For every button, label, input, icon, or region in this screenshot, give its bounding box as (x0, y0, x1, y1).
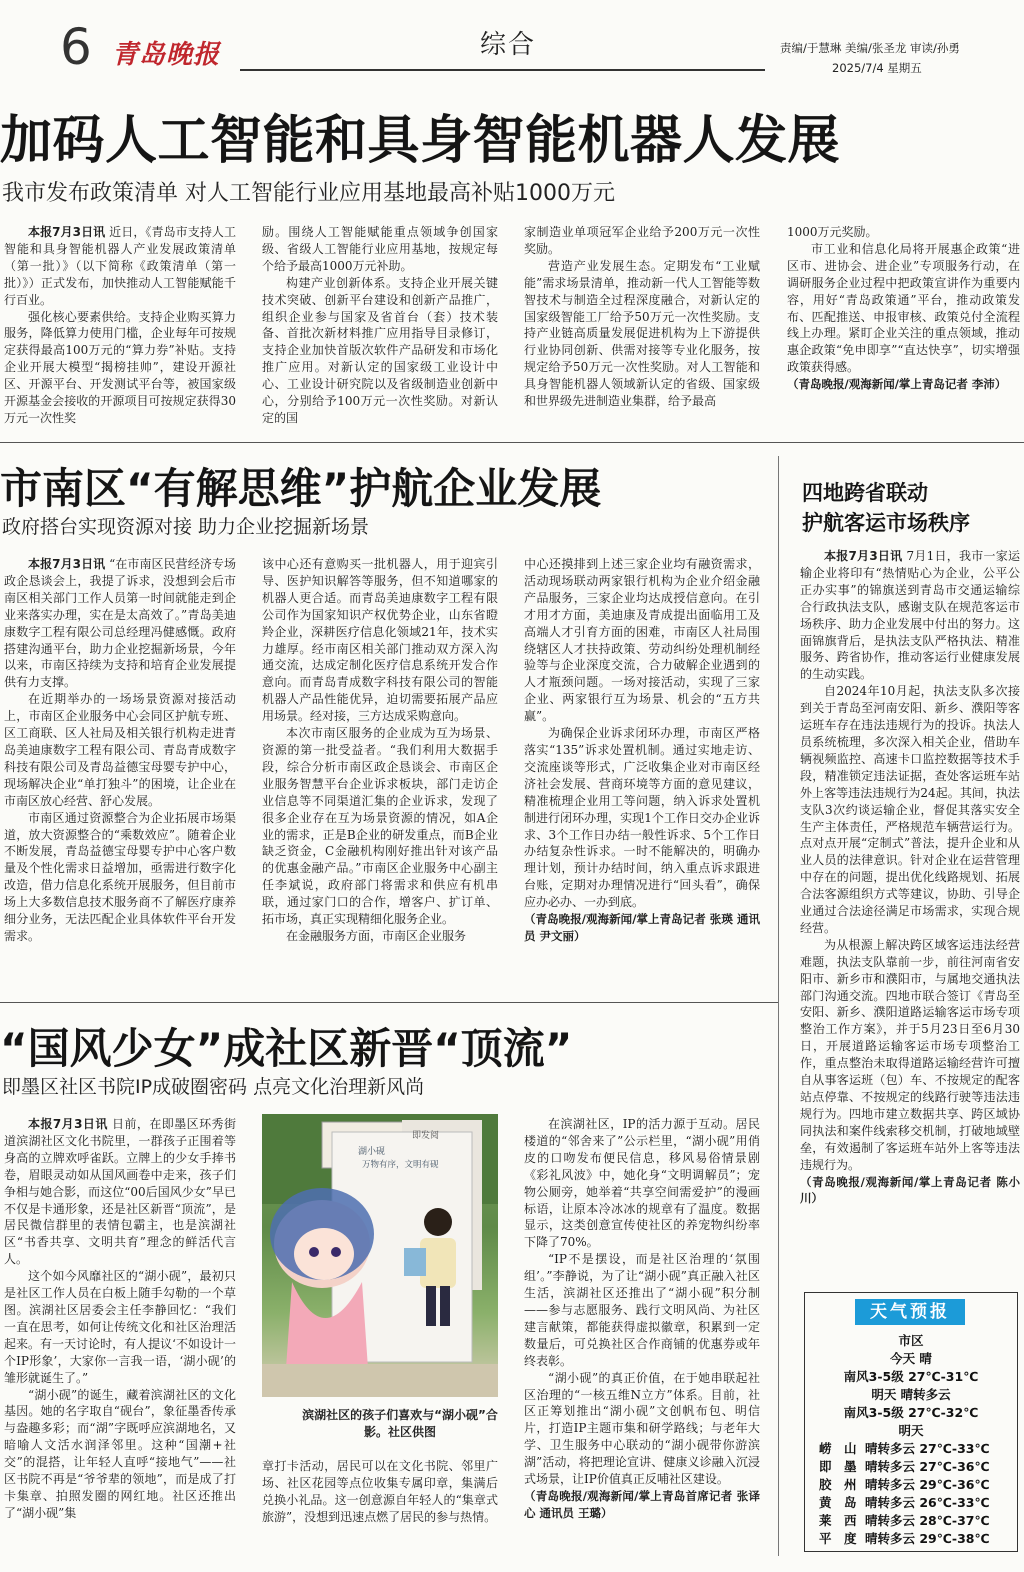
sidebar-headline (802, 478, 970, 538)
sidebar-headline-line: 护航客运市场秩序 (802, 511, 970, 535)
paragraph: 为从根源上解决跨区域客运违法经营难题，执法支队靠前一步，前往河南省安阳市、新乡市和濮阳市，与属地交通执法部门沟通交流。四地市联合签订《青岛至安阳、新乡、濮阳道路运输客运市场专项整治工作方案》，并于5月23日至6月30日，开展道路运输客运市场专项整治工作，重点整治未取得道路运输经营许可擅自从事客运班（包）车、不按规定的配客站点停靠、不按规定的线路行驶等违法违规行为。四地市建立数据共享、跨区域协同执法和案件线索移交机制，打破地域壁垒，有效遏制了客运班车站外上客等违法违规行为。 (800, 937, 1020, 1172)
paragraph: 在金融服务方面，市南区企业服务 (286, 928, 467, 943)
paragraph: 章打卡活动，居民可以在文化书院、邻里广场、社区花园等点位收集专属印章，集满后兑换小礼品。这一创意源自年轻人的“集章式旅游”，没想到迅速点燃了居民的参与热情。 (262, 1459, 498, 1524)
paragraph: 本次市南区服务的企业成为互为场景、资源的第一批受益者。“我们利用大数据手段，综合分析市南区政企恳谈会、市南区企业服务智慧平台企业诉求板块，部门走访企业信息等不同渠道汇集的企业诉求，发现了很多企业存在互为场景资源的情况，如A企业的需求，正是B企业的研发重点，而B企业缺乏资金，C金融机构刚好推出针对该产品的优惠金融产品。”市南区企业服务中心副主任李斌说，政府部门将需求和供应有机串联，通过家门口的合作，增客户、扩订单、拓市场，真正实现精细化服务企业。 (262, 726, 498, 927)
weather-forecast-box (804, 1292, 1018, 1552)
weather-city: 黄 岛 (819, 1495, 857, 1510)
paragraph: 这个如今风靡社区的“湖小砚”，最初只是社区工作人员在白板上随手勾勒的一个草图。滨湖社区居委会主任李静回忆：“我们一直在思考，如何让传统文化和社区治理活起来。有一天讨论时，有人提议‘不如设计一个IP形象’，大家你一言我一语，‘湖小砚’的雏形就诞生了。” (4, 1269, 236, 1385)
newspaper-logo: 青岛晚报 (112, 40, 221, 70)
dateline: 本报7月3日讯 (28, 1117, 108, 1131)
header-rule (240, 69, 765, 71)
byline: （青岛晚报/观海新闻/掌上青岛记者 李沛） (787, 377, 1007, 392)
weather-title: 天气预报 (855, 1299, 965, 1325)
photo-poster-title: 湖小砚 (358, 1147, 386, 1157)
weather-city-forecast: 晴转多云 27℃-36℃ (865, 1459, 990, 1474)
article-photo (262, 1114, 498, 1397)
byline: （青岛晚报/观海新闻/掌上青岛记者 张瑛 通讯员 尹文丽） (524, 912, 760, 943)
issue-date: 2025/7/4 星期五 (832, 61, 922, 75)
article2-headline: 市南区“有解思维”护航企业发展 (0, 464, 602, 513)
weather-city: 胶 州 (819, 1477, 857, 1492)
sidebar-article-body (800, 548, 1020, 1266)
byline: （青岛晚报/观海新闻/掌上青岛记者 陈小川） (800, 1174, 1020, 1206)
paragraph: 该中心还有意购买一批机器人，用于迎宾引导、医护知识解答等服务，但不知道哪家的机器人更合适。而青岛美迪康数字工程有限公司作为国家知识产权优势企业，山东省瞪羚企业，深耕医疗信息化领域21年，技术实力雄厚。经市南区相关部门推动双方深入沟通交流，达成定制化医疗信息系统开发合作意向。而青岛青成数字科技有限公司的智能机器人产品性能优异，迫切需要拓展产品应用场景。经对接，三方达成采购意向。 (262, 557, 498, 724)
sidebar-divider (778, 456, 779, 1556)
dateline: 本报7月3日讯 (28, 225, 106, 239)
photo-sign-label: 即发阅 (412, 1131, 440, 1141)
article1-column-2 (262, 224, 498, 434)
article1-subhead: 我市发布政策清单 对人工智能行业应用基地最高补贴1000万元 (2, 181, 615, 206)
paragraph: 市南区通过资源整合为企业拓展市场渠道，放大资源整合的“乘数效应”。随着企业不断发展，青岛益德宝母婴专护中心客户数量及个性化需求日益增加，亟需进行数字化改造，借力信息化系统开展服务，但目前市场上大多数信息技术服务商不了解医疗康养细分业务，无法匹配企业具体软件平台开发需求。 (4, 810, 236, 943)
weather-today-detail: 南风3-5级 27℃-31℃ (843, 1369, 979, 1384)
section-divider (0, 442, 1024, 443)
dateline: 本报7月3日讯 (28, 557, 106, 571)
article1-column-4 (787, 224, 1020, 434)
paragraph: 近日，《青岛市支持人工智能和具身智能机器人产业发展政策清单（第一批）》（以下简称《政策清单（第一批）》）正式发布，加快推动人工智能赋能千行百业。 (4, 225, 236, 307)
paragraph: 营造产业发展生态。定期发布“工业赋能”需求场景清单，推动新一代人工智能等数智技术与制造全过程深度融合，对新认定的国家级智能工厂给予50万元一次性奖励。支持产业链高质量发展促进机构为上下游提供行业协同创新、供需对接等专业化服务，按规定给予50万元一次性奖励。对人工智能和具身智能机器人领域新认定的省级、国家级和世界级先进制造业集群，给予最高 (524, 258, 760, 409)
weather-city: 平 度 (819, 1531, 857, 1546)
article3-column-2 (262, 1458, 498, 1558)
paragraph: 家制造业单项冠军企业给予200万元一次性奖励。 (524, 225, 760, 256)
paragraph: 在滨湖社区，IP的活力源于互动。居民楼道的“邻舍来了”公示栏里，“湖小砚”用俏皮的口吻发布便民信息，移风易俗情景剧《彩礼风波》中，她化身“文明调解员”；宠物公厕旁，她举着“共享空间需爱护”的漫画标语，让原本冷冰冰的规章有了温度。数据显示，这类创意宣传使社区的养宠物纠纷率下降了70%。 (524, 1117, 760, 1250)
photo-poster-slogan: 万物有序，文明有砚 (362, 1160, 439, 1170)
paragraph: 在近期举办的一场场景资源对接活动上，市南区企业服务中心会同区护航专班、区工商联、区人社局及相关银行机构走进青岛美迪康数字工程有限公司、青岛青成数字科技有限公司及青岛益德宝母婴专护中心，现场解决企业“单打独斗”的困境，让企业在市南区放心经营、舒心发展。 (4, 692, 236, 808)
paragraph: 日前，在即墨区环秀街道滨湖社区文化书院里，一群孩子正围着等身高的立牌欢呼雀跃。立牌上的少女手捧书卷，眉眼灵动如从国风画卷中走来，孩子们争相与她合影，而这位“00后国风少女”早已不仅是卡通形象，还是社区新晋“顶流”，是居民微信群里的表情包霸主，也是滨湖社区“书香共享、文明共育”理念的鲜活代言人。 (4, 1117, 236, 1267)
weather-city-forecast: 晴转多云 29℃-36℃ (865, 1477, 990, 1492)
article2-subhead: 政府搭台实现资源对接 助力企业挖掘新场景 (2, 516, 370, 538)
article2-column-3 (524, 556, 760, 996)
paragraph: “湖小砚”的真正价值，在于她串联起社区治理的“一核五维N立方”体系。目前，社区正筹划推出“湖小砚”文创帆布包、明信片，打造IP主题市集和研学路线；与老年大学、卫生服务中心联动的“湖小砚带你游滨湖”活动，将把理论宣讲、健康义诊融入沉浸式场景，让IP价值真正反哺社区建设。 (524, 1370, 760, 1487)
paragraph: 构建产业创新体系。支持企业开展关键技术突破、创新平台建设和创新产品推广，组织企业参与国家及省首台（套）技术装备、首批次新材料推广应用指导目录修订，支持企业加快首版次软件产品研发和市场化推广应用。对新认定的国家级工业设计中心、工业设计研究院以及省级制造业创新中心，分别给予100万元一次性奖励。对新认定的国 (262, 275, 498, 425)
paragraph: 强化核心要素供给。支持企业购买算力服务，降低算力使用门槛，企业每年可按规定获得最高100万元的“算力券”补贴。支持企业开展大模型“揭榜挂帅”，建设开源社区、开源平台、开发测试平台等，被国家级开源基金会接收的开源项目可按规定获得30万元一次性奖 (4, 309, 236, 425)
article3-column-3 (524, 1116, 760, 1556)
paragraph: “湖小砚”的诞生，藏着滨湖社区的文化基因。她的名字取自“砚台”，象征墨香传承与盎趣多彩；而“湖”字既呼应滨湖地名，又暗喻人文活水润泽邻里。这种“国潮+社交”的混搭，让年轻人直呼“接地气”——社区书院不再是“爷爷辈的领地”，而是成了打卡集章、拍照发圈的网红地。社区还推出了“湖小砚”集 (4, 1387, 236, 1520)
article1-headline: 加码人工智能和具身智能机器人发展 (0, 111, 841, 171)
paragraph: 为确保企业诉求闭环办理，市南区严格落实“135”诉求处置机制。通过实地走访、交流座谈等形式，广泛收集企业对市南区经济社会发展、营商环境等方面的意见建议，精准梳理企业用工等问题，纳入诉求处置机制进行闭环办理，实现1个工作日交办企业诉求、3个工作日办结一般性诉求、5个工作日办结复杂性诉求。一时不能解决的，明确办理计划，预计办结时间，纳入重点诉求跟进台账，定期对办理情况进行“回头看”，确保应办必办、一办到底。 (524, 726, 760, 910)
section-title: 综合 (480, 30, 537, 60)
weather-region: 市区 (898, 1333, 924, 1348)
paragraph: 中心还摸排到上述三家企业均有融资需求，活动现场联动两家银行机构为企业介绍金融产品服务，三家企业均达成授信意向。在引才用才方面，美迪康及青成提出面临用工及高端人才引育方面的困难，市南区人社局围绕辖区人才扶持政策、劳动纠纷处理机制经验等与企业深度交流，合力破解企业遇到的人才瓶颈问题。一场对接活动，实现了三家企业、两家银行互为场景、机会的“五方共赢”。 (524, 557, 760, 724)
paragraph: “在市南区民营经济专场政企恳谈会上，我提了诉求，没想到会后市南区相关部门工作人员第一时间就能走到企业来落实办理，实在是太高效了。”青岛美迪康数字工程有限公司总经理冯健感慨。政府搭建沟通平台，助力企业挖掘新场景，今年以来，市南区持续为支持和培育企业发展提供有力支撑。 (4, 557, 236, 690)
weather-city-forecast: 晴转多云 27℃-33℃ (865, 1441, 990, 1456)
paragraph: 励。围绕人工智能赋能重点领域争创国家级、省级人工智能行业应用基地，按规定每个给予最高1000万元补助。 (262, 225, 498, 273)
weather-tomorrow-header: 明天 (898, 1423, 924, 1438)
article2-column-2 (262, 556, 498, 996)
photo-caption: 滨湖社区的孩子们喜欢与“湖小砚”合影。社区供图 (302, 1408, 498, 1439)
paragraph: “IP不是摆设，而是社区治理的‘氛围组’。”李静说，为了让“湖小砚”真正融入社区生活，滨湖社区还推出了“湖小砚”积分制——参与志愿服务、践行文明风尚、为社区建言献策，都能获得虚拟徽章，积累到一定数量后，可兑换社区合作商铺的优惠券或年终表彰。 (524, 1252, 760, 1368)
weather-today: 今天 晴 (890, 1351, 932, 1366)
byline: （青岛晚报/观海新闻/掌上青岛首席记者 张译心 通讯员 王璐） (524, 1488, 760, 1520)
article1-column-3 (524, 224, 760, 434)
paragraph: 7月1日，我市一家运输企业将印有“热情贴心为企业，公平公正办实事”的锦旗送到青岛市交通运输综合行政执法支队，感谢支队在规范客运市场秩序、助力企业发展中付出的努力。这面锦旗背后，是执法支队严格执法、精准服务、跨省协作，推动客运行业健康发展的生动实践。 (800, 549, 1020, 682)
article3-column-1 (4, 1116, 236, 1556)
weather-city-forecast: 晴转多云 26℃-33℃ (865, 1495, 990, 1510)
weather-city-forecast: 晴转多云 28℃-37℃ (865, 1513, 990, 1528)
dateline: 本报7月3日讯 (824, 549, 903, 563)
article3-subhead: 即墨区社区书院IP成破圈密码 点亮文化治理新风尚 (2, 1076, 425, 1098)
weather-tomorrow: 明天 晴转多云 (871, 1387, 951, 1402)
editor-credits: 责编/于慧琳 美编/张圣龙 审读/孙勇 (780, 41, 960, 55)
article2-column-1 (4, 556, 236, 996)
paragraph: 1000万元奖励。 (787, 225, 878, 239)
paragraph: 自2024年10月起，执法支队多次接到关于青岛至河南安阳、新乡、濮阳等客运班车存在违法违规行为的投诉。执法人员系统梳理，多次深入相关企业，借助车辆视频监控、高速卡口监控数据等技术手段，精准锁定违法证据，查处客运班车站外上客等违法违规行为24起。其间，执法支队3次约谈运输企业，督促其落实安全生产主体责任，严格规范车辆营运行为。点对点开展“定制式”普法，提升企业和从业人员的法律意识。针对企业在运营管理中存在的问题，提出优化线路规划、拓展合法客源组织方式等建议，协助、引导企业通过合法途径满足市场需求，实现合规经营。 (800, 684, 1020, 935)
section-divider (0, 1002, 778, 1003)
paragraph: 市工业和信息化局将开展惠企政策“进区市、进协会、进企业”专项服务行动，在调研服务企业过程中把政策宣讲作为重要内容，用好“青岛政策通”平台，推动政策发布、匹配推送、申报审核、政策兑付全流程线上办理。紧盯企业关注的重点领域，推动惠企政策“免申即享”“直达快享”，切实增强政策获得感。 (787, 241, 1020, 375)
weather-city: 即 墨 (819, 1459, 857, 1474)
page-number: 6 (60, 18, 92, 76)
sidebar-headline-line: 四地跨省联动 (802, 481, 928, 505)
weather-city-forecast: 晴转多云 29℃-38℃ (865, 1531, 990, 1546)
weather-tomorrow-detail: 南风3-5级 27℃-32℃ (843, 1405, 979, 1420)
article3-headline: “国风少女”成社区新晋“顶流” (0, 1024, 573, 1073)
article1-column-1 (4, 224, 236, 434)
weather-city: 莱 西 (819, 1513, 857, 1528)
weather-city: 崂 山 (819, 1441, 857, 1456)
